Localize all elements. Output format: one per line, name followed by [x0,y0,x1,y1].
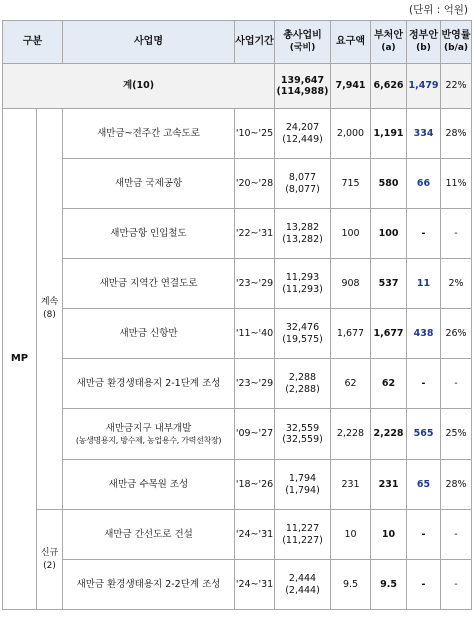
project-requested: 715 [331,159,371,209]
project-total-cost: 1,794 [288,473,317,485]
project-ratio: - [441,510,472,560]
project-ministry: 10 [371,510,407,560]
total-row [3,64,472,109]
project-government: 65 [407,460,441,510]
project-total-cost: 11,293 [285,272,320,284]
table-row [3,560,472,610]
project-ministry: 2,228 [371,409,407,460]
project-name-text: 새만금 지역간 연결도로 [99,277,198,289]
project-requested: 62 [331,359,371,409]
project-cost-cell [275,209,331,259]
table-row [3,460,472,510]
project-name-text: 새만금 수목원 조성 [108,478,189,490]
group-continuing-count: (8) [43,310,56,320]
project-ministry: 580 [371,159,407,209]
header-requested: 요구액 [331,21,371,64]
project-national: (11,227) [282,534,323,546]
total-cost: 139,647 [280,74,325,86]
project-national: (32,559) [282,434,323,445]
unit-note: (단위 : 억원) [409,4,468,16]
project-period: '11~'40 [235,309,275,359]
header-period: 사업기간 [235,21,275,64]
total-requested: 7,941 [331,64,371,109]
project-period: '10~'25 [235,109,275,159]
total-cost-cell [275,64,331,109]
project-national: (19,575) [282,333,323,345]
project-name-text: 새만금 환경생태용지 2-1단계 조성 [76,377,221,389]
project-requested: 100 [331,209,371,259]
project-ratio: 11% [441,159,472,209]
project-name [63,209,235,259]
header-government [407,21,441,64]
project-ratio: - [441,209,472,259]
project-total-cost: 32,559 [285,422,320,434]
table-row [3,409,472,460]
project-ratio: - [441,560,472,610]
project-period: '24~'31 [235,560,275,610]
project-ministry: 537 [371,259,407,309]
total-ministry: 6,626 [371,64,407,109]
group-continuing [37,109,63,510]
project-name [63,109,235,159]
project-requested: 2,000 [331,109,371,159]
project-cost-cell [275,109,331,159]
project-period: '24~'31 [235,510,275,560]
project-total-cost: 24,207 [285,122,320,134]
project-name-text: 새만금항 인입철도 [110,227,187,239]
header-total-cost [275,21,331,64]
header-government-label: 정부안 [409,30,438,41]
project-name-text: 새만금 간선도로 건설 [104,528,193,540]
project-cost-cell [275,460,331,510]
header-category: 구분 [3,21,63,64]
project-ministry: 1,191 [371,109,407,159]
project-cost-cell [275,409,331,460]
table-row [3,259,472,309]
project-cost-cell [275,309,331,359]
table-row [3,159,472,209]
project-requested: 1,677 [331,309,371,359]
group-new-label: 신규 [40,547,59,558]
project-total-cost: 13,282 [285,222,320,234]
project-national: (12,449) [282,133,323,145]
project-period: '23~'29 [235,259,275,309]
project-cost-cell [275,359,331,409]
project-ratio: 26% [441,309,472,359]
project-ratio: 28% [441,460,472,510]
project-ministry: 100 [371,209,407,259]
project-national: (13,282) [282,233,323,245]
project-name [63,510,235,560]
total-government: 1,479 [407,64,441,109]
project-name-text: 새만금~전주간 고속도로 [97,127,200,139]
header-ratio-sub: (b/a) [444,43,469,53]
table-row [3,359,472,409]
budget-table [2,20,472,610]
project-ministry: 62 [371,359,407,409]
project-name [63,159,235,209]
project-name [63,460,235,510]
project-total-cost: 32,476 [285,322,320,334]
project-national: (2,444) [285,584,320,596]
total-label: 계(10) [3,64,275,109]
header-ratio-label: 반영률 [441,30,471,41]
project-government: - [407,510,441,560]
project-national: (8,077) [285,183,320,195]
project-requested: 908 [331,259,371,309]
project-government: - [407,359,441,409]
project-national: (2,288) [285,383,320,395]
project-name [63,560,235,610]
total-ratio: 22% [441,64,472,109]
project-total-cost: 11,227 [285,523,320,535]
table-row [3,209,472,259]
project-name-sub: (농생명용지, 방수제, 농업용수, 가력선착장) [75,435,222,445]
project-period: '09~'27 [235,409,275,460]
group-continuing-label: 계속 [40,297,59,308]
project-government: 565 [407,409,441,460]
project-name-text: 새만금 환경생태용지 2-2단계 조성 [76,578,221,590]
group-new [37,510,63,610]
header-ministry [371,21,407,64]
project-requested: 2,228 [331,409,371,460]
project-ministry: 231 [371,460,407,510]
project-ratio: - [441,359,472,409]
project-cost-cell [275,510,331,560]
project-ratio: 28% [441,109,472,159]
project-name [63,409,235,460]
table-row [3,109,472,159]
project-name [63,259,235,309]
project-total-cost: 2,444 [288,573,317,585]
project-period: '18~'26 [235,460,275,510]
project-cost-cell [275,259,331,309]
header-project: 사업명 [63,21,235,64]
project-rows [3,109,472,610]
project-period: '23~'29 [235,359,275,409]
project-total-cost: 8,077 [288,172,317,184]
header-ministry-sub: (a) [381,43,396,53]
header-government-sub: (b) [416,43,431,53]
project-period: '20~'28 [235,159,275,209]
mp-label: MP [3,109,37,610]
header-row [3,21,472,64]
project-name [63,359,235,409]
project-name-text: 새만금지구 내부개발 [105,422,192,434]
project-national: (1,794) [285,484,320,496]
project-period: '22~'31 [235,209,275,259]
header-total-cost-label: 총사업비 [283,30,322,41]
project-government: - [407,560,441,610]
project-government: 11 [407,259,441,309]
project-name-text: 새만금 국제공항 [114,177,183,189]
project-name [63,309,235,359]
project-ministry: 1,677 [371,309,407,359]
project-requested: 10 [331,510,371,560]
project-ratio: 2% [441,259,472,309]
project-total-cost: 2,288 [288,372,317,384]
group-new-count: (2) [43,560,56,571]
header-ratio [441,21,472,64]
project-requested: 231 [331,460,371,510]
project-cost-cell [275,560,331,610]
project-government: 438 [407,309,441,359]
project-name-text: 새만금 신항만 [119,327,178,339]
project-cost-cell [275,159,331,209]
total-national: (114,988) [276,86,329,97]
project-government: 334 [407,109,441,159]
project-government: 66 [407,159,441,209]
project-government: - [407,209,441,259]
header-total-cost-sub: (국비) [289,43,316,53]
project-ministry: 9.5 [371,560,407,610]
table-row [3,510,472,560]
project-requested: 9.5 [331,560,371,610]
project-national: (11,293) [282,283,323,295]
header-ministry-label: 부처안 [374,30,403,41]
table-row [3,309,472,359]
project-ratio: 25% [441,409,472,460]
